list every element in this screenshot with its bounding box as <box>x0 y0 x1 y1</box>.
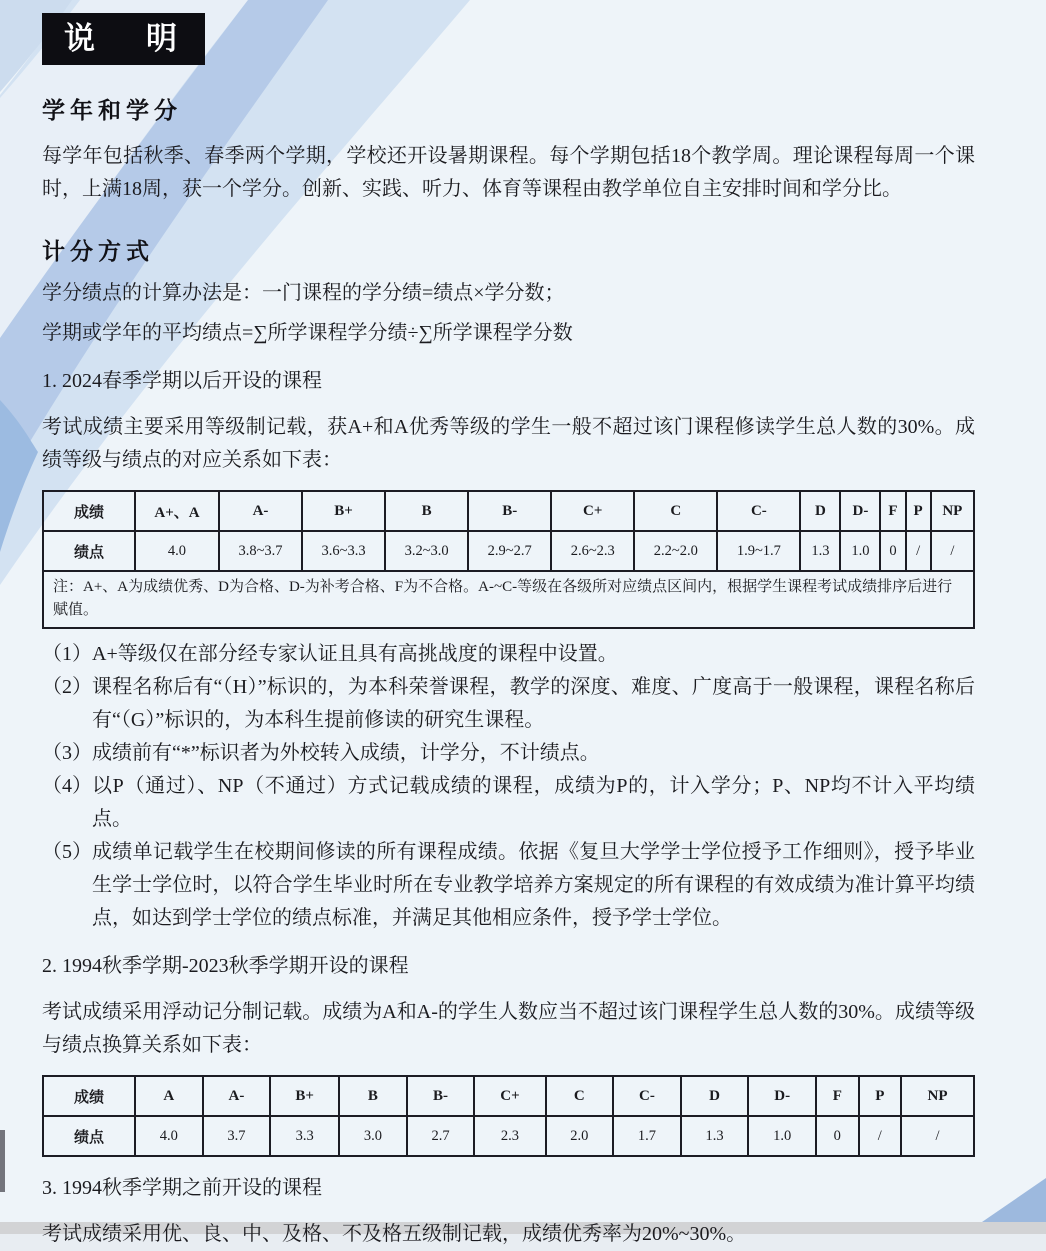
grade-cell: D- <box>840 491 880 531</box>
grade-cell: D <box>681 1076 749 1116</box>
grade-cell: 4.0 <box>135 531 219 571</box>
grade-cell: / <box>906 531 931 571</box>
grade-cell: C+ <box>474 1076 545 1116</box>
grade-cell: B <box>339 1076 407 1116</box>
points-row-label: 绩点 <box>43 1116 135 1156</box>
grade-cell: 0 <box>816 1116 859 1156</box>
grade-cell: 2.0 <box>546 1116 614 1156</box>
grade-table-2024 <box>42 490 975 629</box>
list-item <box>42 770 975 836</box>
grade-cell: C- <box>613 1076 681 1116</box>
list-item-number: （2） <box>42 676 92 699</box>
grade-cell: 2.2~2.0 <box>634 531 717 571</box>
grade-table-2024-points-row <box>43 531 974 571</box>
grade-table-1994-points-row <box>43 1116 974 1156</box>
grade-cell: P <box>906 491 931 531</box>
grade-cell: NP <box>931 491 974 531</box>
grade-cell: C <box>546 1076 614 1116</box>
grade-cell: 1.3 <box>681 1116 749 1156</box>
page-title: 说 明 <box>42 13 205 65</box>
grade-cell: A <box>135 1076 203 1116</box>
list-item-text: 成绩单记载学生在校期间修读的所有课程成绩。依据《复旦大学学士学位授予工作细则》，授予毕业生学士学位时，以符合学生毕业时所在专业教学培养方案规定的所有课程的有效成绩为准计算平均绩点，如达到学士学位的绩点标准，并满足其他相应条件，授予学士学位。 <box>92 841 975 930</box>
grade-cell: 1.0 <box>748 1116 816 1156</box>
grade-cell: B+ <box>270 1076 339 1116</box>
grade-table-note: 注：A+、A为成绩优秀、D为合格、D-为补考合格、F为不合格。A-~C-等级在各级所对应绩点区间内，根据学生课程考试成绩排序后进行赋值。 <box>43 571 974 628</box>
section-heading-scoring: 计分方式 <box>42 238 154 265</box>
grade-cell: 3.6~3.3 <box>302 531 385 571</box>
list-item <box>42 638 975 671</box>
grade-cell: C <box>634 491 717 531</box>
grade-cell: NP <box>901 1076 974 1116</box>
grade-cell: 1.9~1.7 <box>717 531 800 571</box>
list-item-text: 课程名称后有“（H）”标识的，为本科荣誉课程，教学的深度、难度、广度高于一般课程，课程名称后有“（G）”标识的，为本科生提前修读的研究生课程。 <box>92 676 975 732</box>
list-item-number: （1） <box>42 643 92 666</box>
grade-cell: / <box>931 531 974 571</box>
grade-cell: D- <box>748 1076 816 1116</box>
gpa-formulas <box>42 276 975 350</box>
corner-triangle <box>982 1178 1046 1222</box>
grade-table-2024-note-row <box>43 571 974 628</box>
grade-cell: 1.7 <box>613 1116 681 1156</box>
grade-cell: F <box>816 1076 859 1116</box>
grade-cell: 3.8~3.7 <box>219 531 302 571</box>
grade-cell: F <box>880 491 905 531</box>
list-item <box>42 737 975 770</box>
grade-cell: / <box>901 1116 974 1156</box>
list-item-number: （5） <box>42 841 92 864</box>
grade-cell: 3.7 <box>203 1116 271 1156</box>
grade-cell: 2.6~2.3 <box>551 531 634 571</box>
grade-cell: 4.0 <box>135 1116 203 1156</box>
gpa-formula-average: 学期或学年的平均绩点=∑所学课程学分绩÷∑所学课程学分数 <box>42 322 573 345</box>
list-item-number: （4） <box>42 775 92 798</box>
grade-cell: 2.7 <box>407 1116 475 1156</box>
grade-cell: 3.3 <box>270 1116 339 1156</box>
subsection-1-intro: 考试成绩主要采用等级制记载，获A+和A优秀等级的学生一般不超过该门课程修读学生总人数的30%。成绩等级与绩点的对应关系如下表： <box>42 416 975 472</box>
grade-cell: B+ <box>302 491 385 531</box>
grade-cell: 3.0 <box>339 1116 407 1156</box>
grade-cell: C+ <box>551 491 634 531</box>
grade-table-1994-2023 <box>42 1075 975 1157</box>
grade-cell: A+、A <box>135 491 219 531</box>
grade-table-1994-grades-row <box>43 1076 974 1116</box>
grade-cell: 1.3 <box>800 531 840 571</box>
grade-cell: B- <box>407 1076 475 1116</box>
grade-cell: B <box>385 491 468 531</box>
grade-cell: 2.9~2.7 <box>468 531 551 571</box>
subsection-3-title: 3. 1994秋季学期之前开设的课程 <box>42 1177 322 1200</box>
grade-row-label: 成绩 <box>43 491 135 531</box>
page-edge-shadow <box>0 1130 5 1192</box>
subsection-3-body: 考试成绩采用优、良、中、及格、不及格五级制记载，成绩优秀率为20%~30%。 <box>42 1223 747 1246</box>
page-content <box>42 0 975 1251</box>
grade-cell: 3.2~3.0 <box>385 531 468 571</box>
grade-cell: / <box>859 1116 902 1156</box>
list-item-text: A+等级仅在部分经专家认证且具有高挑战度的课程中设置。 <box>92 643 618 666</box>
subsection-2-intro: 考试成绩采用浮动记分制记载。成绩为A和A-的学生人数应当不超过该门课程学生总人数的30%。成绩等级与绩点换算关系如下表： <box>42 1001 975 1057</box>
subsection-1-title: 1. 2024春季学期以后开设的课程 <box>42 370 322 393</box>
grade-cell: A- <box>203 1076 271 1116</box>
grade-cell: 0 <box>880 531 905 571</box>
grade-table-2024-grades-row <box>43 491 974 531</box>
grade-cell: D <box>800 491 840 531</box>
section-heading-credits: 学年和学分 <box>42 97 182 124</box>
points-row-label: 绩点 <box>43 531 135 571</box>
list-item <box>42 836 975 935</box>
rules-list <box>42 638 975 935</box>
gpa-formula-course: 学分绩点的计算办法是：一门课程的学分绩=绩点×学分数； <box>42 282 565 305</box>
credits-paragraph: 每学年包括秋季、春季两个学期，学校还开设暑期课程。每个学期包括18个教学周。理论课程每周一个课时，上满18周，获一个学分。创新、实践、听力、体育等课程由教学单位自主安排时间和学分比。 <box>42 145 975 201</box>
list-item-text: 以P（通过）、NP（不通过）方式记载成绩的课程，成绩为P的，计入学分；P、NP均不计入平均绩点。 <box>92 775 975 831</box>
grade-cell: A- <box>219 491 302 531</box>
grade-cell: C- <box>717 491 800 531</box>
list-item-text: 成绩前有“*”标识者为外校转入成绩，计学分，不计绩点。 <box>92 742 600 765</box>
list-item <box>42 671 975 737</box>
grade-row-label: 成绩 <box>43 1076 135 1116</box>
grade-cell: 2.3 <box>474 1116 545 1156</box>
grade-cell: 1.0 <box>840 531 880 571</box>
grade-cell: P <box>859 1076 902 1116</box>
subsection-2-title: 2. 1994秋季学期-2023秋季学期开设的课程 <box>42 955 409 978</box>
grade-cell: B- <box>468 491 551 531</box>
list-item-number: （3） <box>42 742 92 765</box>
